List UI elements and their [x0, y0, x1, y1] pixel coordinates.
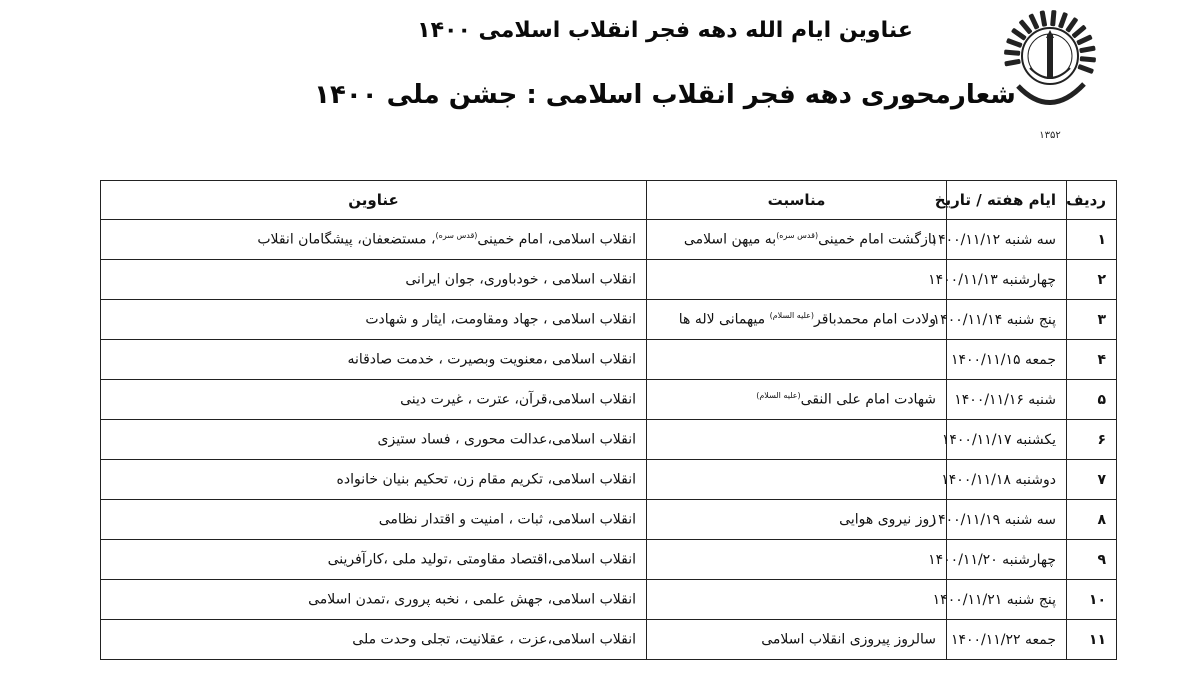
row-number: ۸: [1067, 500, 1117, 540]
row-date: دوشنبه ۱۴۰۰/۱۱/۱۸: [947, 460, 1067, 500]
row-topics: [101, 300, 647, 340]
row-occasion: [647, 580, 947, 620]
row-occasion: [647, 500, 947, 540]
row-number: ۱: [1067, 220, 1117, 260]
row-number: ۲: [1067, 260, 1117, 300]
table-row: [101, 420, 1117, 460]
row-topics: [101, 420, 647, 460]
topics-text-after: ، مستضعفان، پیشگامان انقلاب: [257, 231, 436, 248]
row-occasion: [647, 340, 947, 380]
page-title: عناوین ایام الله دهه فجر انقلاب اسلامی ۱۴۰۰: [417, 18, 913, 43]
topics-text: انقلاب اسلامی، امام خمینی: [477, 231, 636, 248]
row-occasion: [647, 620, 947, 660]
occasion-text: سالروز پیروزی انقلاب اسلامی: [761, 631, 936, 648]
table-row: [101, 220, 1117, 260]
page-subtitle: شعارمحوری دهه فجر انقلاب اسلامی : جشن ملی ۱۴۰۰: [314, 80, 1016, 110]
topics-honorific: (قدس سره): [435, 231, 478, 241]
occasion-text: بازگشت امام خمینی: [818, 231, 936, 248]
row-topics: [101, 620, 647, 660]
topics-text: انقلاب اسلامی ، خودباوری، جوان ایرانی: [405, 271, 636, 288]
row-number: ۵: [1067, 380, 1117, 420]
row-number: ۳: [1067, 300, 1117, 340]
occasion-text: شهادت امام علی النقی: [800, 391, 936, 408]
row-topics: [101, 500, 647, 540]
topics-text: انقلاب اسلامی،قرآن، عترت ، غیرت دینی: [400, 391, 636, 408]
topics-text: انقلاب اسلامی، جهش علمی ، نخبه پروری ،تمدن اسلامی: [308, 591, 636, 608]
row-number: ۴: [1067, 340, 1117, 380]
row-number: ۹: [1067, 540, 1117, 580]
table-row: [101, 460, 1117, 500]
emblem-icon: [1000, 8, 1100, 128]
row-occasion: [647, 300, 947, 340]
table-row: [101, 300, 1117, 340]
row-date: سه شنبه ۱۴۰۰/۱۱/۱۹: [947, 500, 1067, 540]
row-topics: [101, 540, 647, 580]
row-date: جمعه ۱۴۰۰/۱۱/۲۲: [947, 620, 1067, 660]
table-row: [101, 340, 1117, 380]
row-date: سه شنبه ۱۴۰۰/۱۱/۱۲: [947, 220, 1067, 260]
topics-text: انقلاب اسلامی، تکریم مقام زن، تحکیم بنیان خانواده: [336, 471, 636, 488]
logo: [1000, 8, 1100, 141]
row-date: پنج شنبه ۱۴۰۰/۱۱/۲۱: [947, 580, 1067, 620]
table-row: [101, 500, 1117, 540]
row-date: شنبه ۱۴۰۰/۱۱/۱۶: [947, 380, 1067, 420]
row-date: چهارشنبه ۱۴۰۰/۱۱/۱۳: [947, 260, 1067, 300]
row-occasion: [647, 540, 947, 580]
row-date: جمعه ۱۴۰۰/۱۱/۱۵: [947, 340, 1067, 380]
table-row: [101, 620, 1117, 660]
row-number: ۱۱: [1067, 620, 1117, 660]
table-row: [101, 580, 1117, 620]
row-occasion: [647, 260, 947, 300]
occasion-text: ولادت امام محمدباقر: [814, 311, 936, 328]
occasion-text-after: میهمانی لاله ها: [678, 311, 770, 328]
table-row: [101, 380, 1117, 420]
topics-text: انقلاب اسلامی، ثبات ، امنیت و اقتدار نظامی: [378, 511, 636, 528]
row-number: ۷: [1067, 460, 1117, 500]
logo-year: ۱۳۵۲: [1039, 130, 1061, 141]
row-topics: [101, 340, 647, 380]
occasion-honorific: (علیه السلام): [769, 311, 815, 321]
topics-text: انقلاب اسلامی ، جهاد ومقاومت، ایثار و شهادت: [365, 311, 636, 328]
topics-text: انقلاب اسلامی،اقتصاد مقاومتی ،تولید ملی ،کارآفرینی: [327, 551, 636, 568]
row-topics: [101, 260, 647, 300]
row-date: پنج شنبه ۱۴۰۰/۱۱/۱۴: [947, 300, 1067, 340]
header-topics: عناوین: [101, 181, 647, 220]
header-date: ایام هفته / تاریخ: [947, 181, 1067, 220]
topics-text: انقلاب اسلامی ،معنویت وبصیرت ، خدمت صادقانه: [347, 351, 636, 368]
topics-text: انقلاب اسلامی،عدالت محوری ، فساد ستیزی: [377, 431, 636, 448]
row-topics: [101, 580, 647, 620]
row-topics: [101, 460, 647, 500]
occasion-honorific: (قدس سره): [776, 231, 819, 241]
row-occasion: [647, 220, 947, 260]
occasion-text-after: به میهن اسلامی: [683, 231, 777, 248]
row-topics: [101, 220, 647, 260]
row-occasion: [647, 380, 947, 420]
table-row: [101, 260, 1117, 300]
row-number: ۶: [1067, 420, 1117, 460]
occasion-text: روز نیروی هوایی: [839, 511, 936, 528]
row-number: ۱۰: [1067, 580, 1117, 620]
topics-text: انقلاب اسلامی،عزت ، عقلانیت، تجلی وحدت ملی: [352, 631, 636, 648]
row-date: چهارشنبه ۱۴۰۰/۱۱/۲۰: [947, 540, 1067, 580]
row-topics: [101, 380, 647, 420]
header-occasion: مناسبت: [647, 181, 947, 220]
row-occasion: [647, 420, 947, 460]
table-header-row: [101, 181, 1117, 220]
events-table: [100, 180, 1117, 660]
occasion-honorific: (علیه السلام): [756, 391, 801, 401]
row-date: یکشنبه ۱۴۰۰/۱۱/۱۷: [947, 420, 1067, 460]
table-row: [101, 540, 1117, 580]
row-occasion: [647, 460, 947, 500]
header-row-number: ردیف: [1067, 181, 1117, 220]
